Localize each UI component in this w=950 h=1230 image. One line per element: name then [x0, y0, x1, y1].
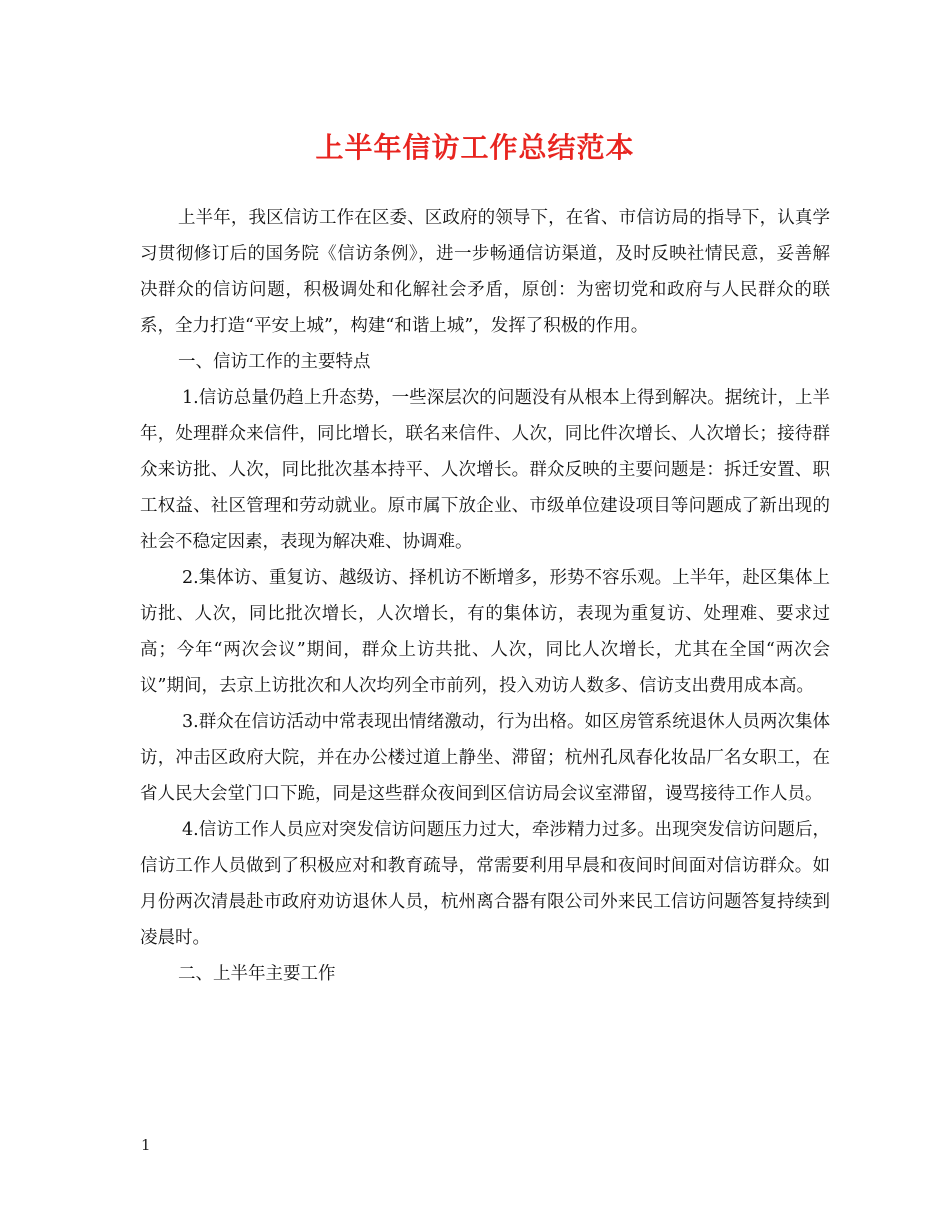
- section-heading-2: 二、上半年主要工作: [178, 964, 336, 984]
- document-title: 上半年信访工作总结范本: [315, 131, 635, 164]
- document-body: [140, 200, 830, 992]
- point-paragraph-3: 3.群众在信访活动中常表现出情绪激动，行为出格。如区房管系统退休人员两次集体访，冲击区政府大院，并在办公楼过道上静坐、滞留；杭州孔凤春化妆品厂名女职工，在省人民大会堂门口下跪，同是这些群众夜间到区信访局会议室滞留，谩骂接待工作人员。: [140, 712, 830, 804]
- point-paragraph-2: 2.集体访、重复访、越级访、择机访不断增多，形势不容乐观。上半年，赴区集体上访批、人次，同比批次增长，人次增长，有的集体访，表现为重复访、处理难、要求过高；今年“两次会议”期间，群众上访共批、人次，同比人次增长，尤其在全国“两次会议”期间，去京上访批次和人次均列全市前列，投入劝访人数多、信访支出费用成本高。: [140, 568, 830, 696]
- page-number: 1: [141, 1136, 151, 1154]
- point-paragraph-4: 4.信访工作人员应对突发信访问题压力过大，牵涉精力过多。出现突发信访问题后，信访工作人员做到了积极应对和教育疏导，常需要利用早晨和夜间时间面对信访群众。如月份两次清晨赴市政府劝访退休人员，杭州离合器有限公司外来民工信访问题答复持续到凌晨时。: [140, 820, 830, 948]
- section-heading-1: 一、信访工作的主要特点: [178, 352, 371, 372]
- intro-paragraph: 上半年，我区信访工作在区委、区政府的领导下，在省、市信访局的指导下，认真学习贯彻修订后的国务院《信访条例》，进一步畅通信访渠道，及时反映社情民意，妥善解决群众的信访问题，积极调处和化解社会矛盾，原创：为密切党和政府与人民群众的联系，全力打造“平安上城”，构建“和谐上城”，发挥了积极的作用。: [140, 208, 830, 336]
- point-paragraph-1: 1.信访总量仍趋上升态势，一些深层次的问题没有从根本上得到解决。据统计，上半年，处理群众来信件，同比增长，联名来信件、人次，同比件次增长、人次增长；接待群众来访批、人次，同比批次基本持平、人次增长。群众反映的主要问题是：拆迁安置、职工权益、社区管理和劳动就业。原市属下放企业、市级单位建设项目等问题成了新出现的社会不稳定因素，表现为解决难、协调难。: [140, 388, 830, 552]
